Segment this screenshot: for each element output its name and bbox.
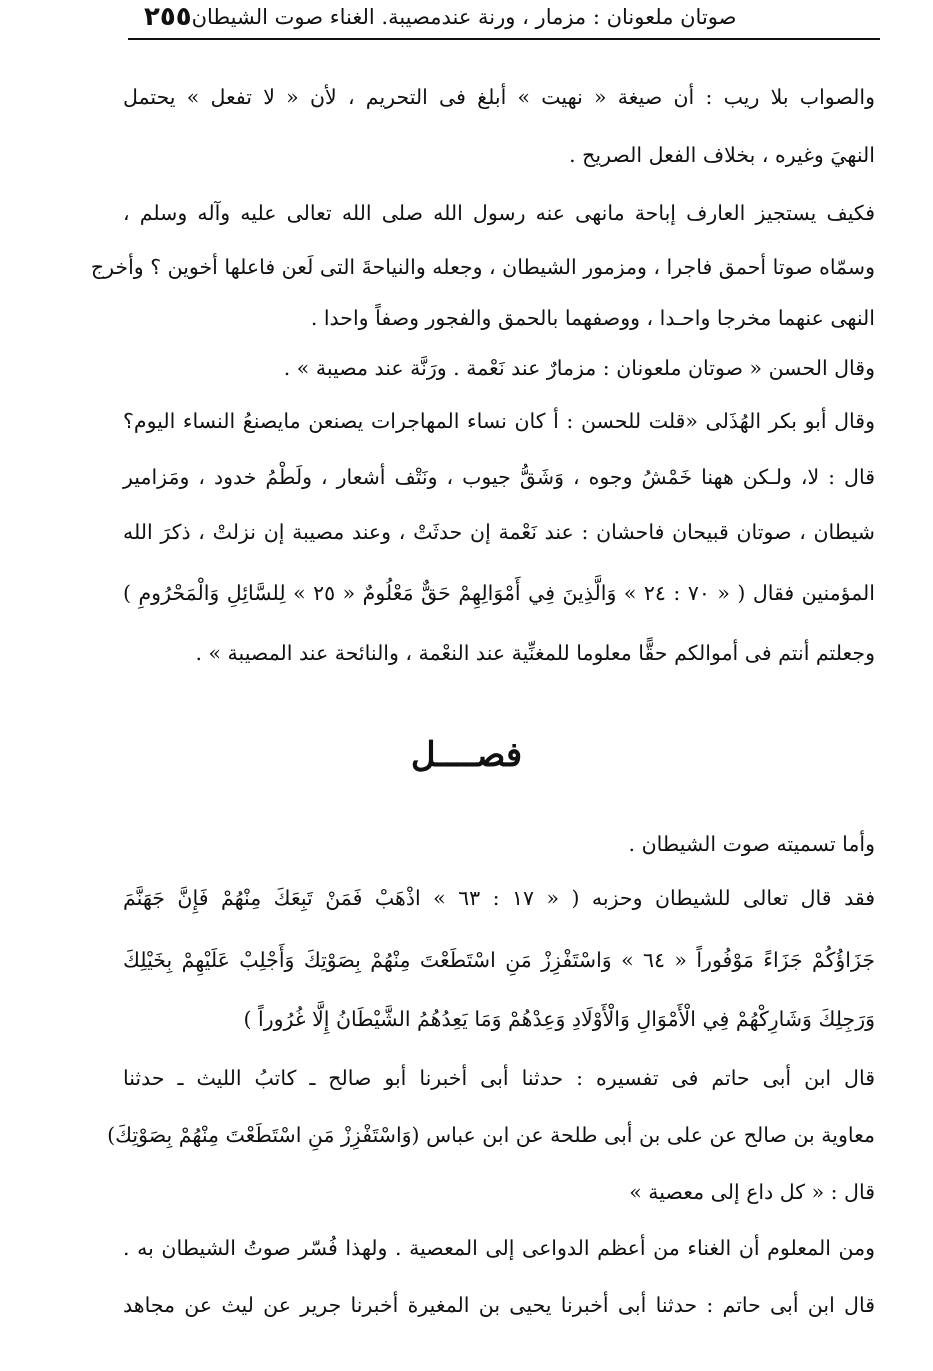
text-line: وأما تسميته صوت الشيطان . [628,832,875,856]
page-header [128,0,880,34]
text-line: جَزَاؤُكُمْ جَزَاءً مَوْفُوراً « ٦٤ » وَاسْتَفْزِزْ مَنِ اسْتَطَعْتَ مِنْهُمْ بِصَوْتِكَ وَأَجْلِبْ عَلَيْهِمْ بِخَيْلِكَ [123,948,875,972]
header-rule [128,38,880,40]
text-line: فكيف يستجيز العارف إباحة مانهى عنه رسول الله صلى الله تعالى عليه وآله وسلم ، [123,201,875,225]
text-line: ومن المعلوم أن الغناء من أعظم الدواعى إلى المعصية . ولهذا فُسّر صوتُ الشيطان به . [123,1236,875,1260]
text-line: النهى عنهما مخرجا واحـدا ، ووصفهما بالحمق والفجور وصفاً واحدا . [310,306,875,330]
text-line: شيطان ، صوتان قبيحان فاحشان : عند نَعْمة إن حدثَتْ ، وعند مصيبة إن نزلتْ ، ذكرَ الله [123,520,875,544]
text-line: والصواب بلا ريب : أن صيغة « نهيت » أبلغ فى التحريم ، لأن « لا تفعل » يحتمل [123,85,875,109]
text-line: قال ابن أبى حاتم فى تفسيره : حدثنا أبى أخبرنا أبو صالح ـ كاتبُ الليث ـ حدثنا [123,1066,875,1090]
text-line: قال : لا، ولـكن ههنا خَمْشُ وجوه ، وَشَقُّ جيوب ، ونَتْف أشعار ، ولَطْمُ خدود ، ومَزامير [123,465,875,489]
text-line: النهيَ وغيره ، بخلاف الفعل الصريح . [569,143,875,167]
text-line: وقال أبو بكر الهُذَلى «قلت للحسن : أ كان نساء المهاجرات يصنعن مايصنعُ النساء اليوم؟ [123,409,875,433]
text-line: معاوية بن صالح عن على بن أبى طلحة عن ابن عباس (وَاسْتَفْزِزْ مَنِ اسْتَطَعْتَ مِنْهُمْ بِصَوْتِكَ) [107,1123,875,1147]
text-line: وَرَجِلِكَ وَشَارِكْهُمْ فِي الْأَمْوَالِ وَالْأَوْلَادِ وَعِدْهُمْ وَمَا يَعِدُهُمُ الشَّيْطَانُ إِلَّا غُرُوراً ) [243,1007,875,1031]
text-line: قال ابن أبى حاتم : حدثنا أبى أخبرنا يحيى بن المغيرة أخبرنا جرير عن ليث عن مجاهد [123,1293,875,1317]
text-line: وسمّاه صوتا أحمق فاجرا ، ومزمور الشيطان ، وجعله والنياحةَ التى لَعن فاعلها أخوين ؟ وأخرج [90,255,875,279]
text-line: وجعلتم أنتم فى أموالكم حقًّا معلوما للمغنِّية عند النعْمة ، والنائحة عند المصيبة » . [195,641,875,665]
text-line: قال : « كل داع إلى معصية » [629,1180,875,1204]
text-line: المؤمنين فقال ( « ٧٠ : ٢٤ » وَالَّذِينَ فِي أَمْوَالِهِمْ حَقٌّ مَعْلُومٌ « ٢٥ » لِلسَّائِلِ وَالْمَحْرُومِ ) [123,581,876,605]
text-line: فقد قال تعالى للشيطان وحزبه ( « ١٧ : ٦٣ » اذْهَبْ فَمَنْ تَبِعَكَ مِنْهُمْ فَإِنَّ جَهَنَّمَ [123,886,875,910]
text-line: وقال الحسن « صوتان ملعونان : مزمارٌ عند نَعْمة . ورَنَّة عند مصيبة » . [283,356,875,380]
page-number: ٢٥٥ [144,2,192,32]
running-title: صوتان ملعونان : مزمار ، ورنة عندمصيبة. الغناء صوت الشيطان [191,5,737,29]
section-heading: فصــــل [410,735,523,775]
